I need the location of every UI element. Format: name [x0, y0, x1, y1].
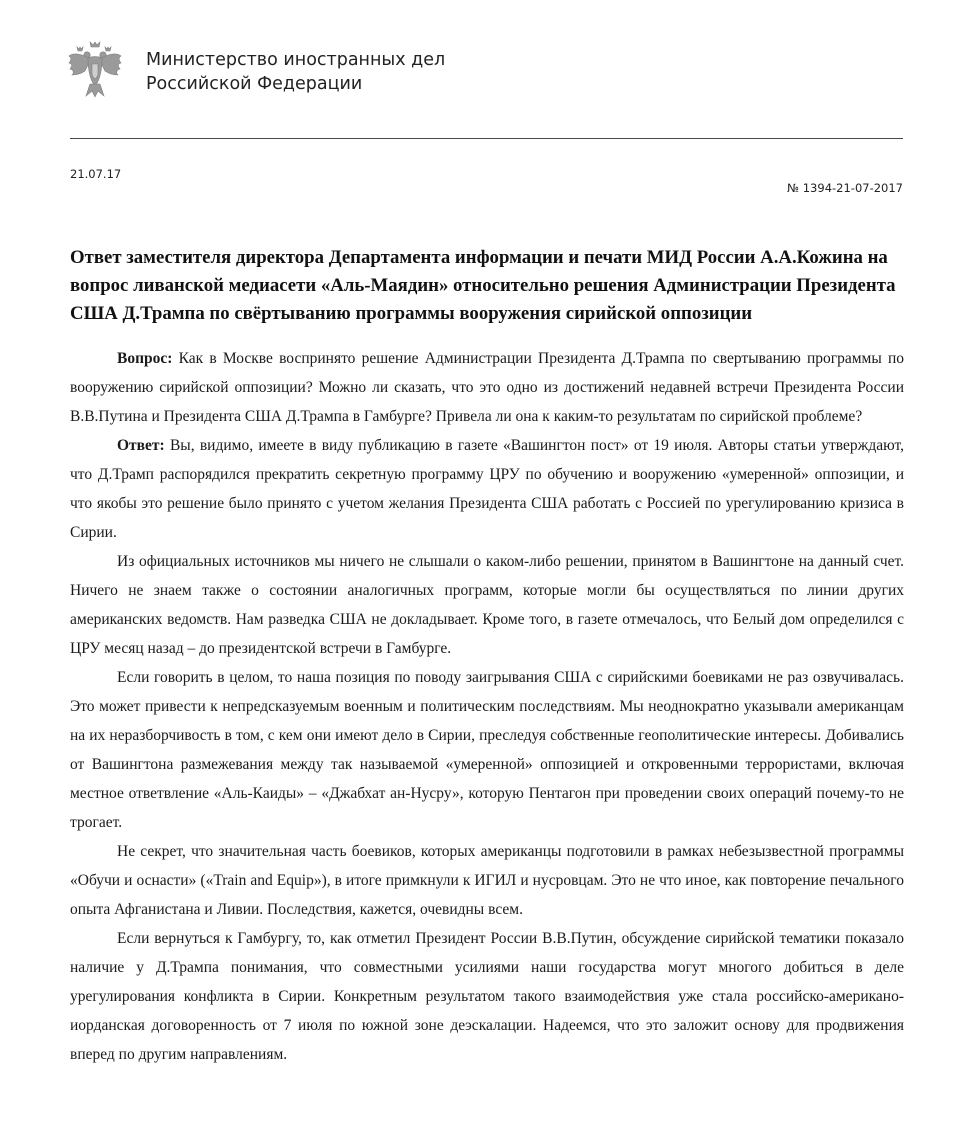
coat-of-arms-icon: [68, 40, 122, 98]
ministry-name-line1: Министерство иностранных дел: [146, 50, 446, 70]
paragraph-5: Не секрет, что значительная часть боевиков, которых американцы подготовили в рамках небезызвестной программы «Обучи и оснасти» («Train and Equip»), в итоге примкнули к ИГИЛ и нусровцам. Это не что иное, как повторение печального опыта Афганистана и Ливии. Последствия, кажется, очевидны всем.: [70, 843, 904, 918]
paragraph-3: Из официальных источников мы ничего не слышали о каком-либо решении, принятом в Вашингтоне на данный счет. Ничего не знаем также о состоянии аналогичных программ, которые могли бы осуществляться по линии других американских ведомств. Нам разведка США не докладывает. Кроме того, в газете отмечалось, что Белый дом определился с ЦРУ месяц назад – до президентской встречи в Гамбурге.: [70, 553, 904, 657]
document-body: [70, 344, 904, 1069]
answer-paragraph: [70, 431, 904, 547]
question-label: Вопрос:: [117, 350, 173, 367]
answer-text: Вы, видимо, имеете в виду публикацию в газете «Вашингтон пост» от 19 июля. Авторы статьи утверждают, что Д.Трамп распорядился прекратить секретную программу ЦРУ по обучению и вооружению «умеренной» оппозиции, и что якобы это решение было принято с учетом желания Президента США работать с Россией по урегулированию кризиса в Сирии.: [70, 437, 904, 541]
document-number: № 1394-21-07-2017: [787, 181, 903, 195]
document-date: 21.07.17: [70, 167, 122, 181]
answer-label: Ответ:: [117, 437, 165, 454]
paragraph-6: Если вернуться к Гамбургу, то, как отметил Президент России В.В.Путин, обсуждение сирийской тематики показало наличие у Д.Трампа понимания, что совместными усилиями наши государства могут многого добиться в деле урегулирования конфликта в Сирии. Конкретным результатом такого взаимодействия уже стала российско-американо-иорданская договоренность от 7 июля по южной зоне деэскалации. Надеемся, что это заложит основу для продвижения вперед по другим направлениям.: [70, 930, 904, 1063]
question-text: Как в Москве воспринято решение Администрации Президента Д.Трампа по свертыванию программы по вооружению сирийской оппозиции? Можно ли сказать, что это одно из достижений недавней встречи Президента России В.В.Путина и Президента США Д.Трампа в Гамбурге? Привела ли она к каким-то результатам по сирийской проблеме?: [70, 350, 904, 425]
page-title: Ответ заместителя директора Департамента информации и печати МИД России А.А.Кожина на вопрос ливанской медиасети «Аль-Маядин» относительно решения Администрации Президента США Д.Трампа по свёртыванию программы вооружения сирийской оппозиции: [70, 247, 896, 324]
ministry-name-line2: Российской Федерации: [146, 74, 363, 94]
paragraph-4: Если говорить в целом, то наша позиция по поводу заигрывания США с сирийскими боевиками не раз озвучивалась. Это может привести к непредсказуемым военным и политическим последствиям. Мы неоднократно указывали американцам на их неразборчивость в том, с кем они имеют дело в Сирии, преследуя собственные геополитические интересы. Добивались от Вашингтона размежевания между так называемой «умеренной» оппозицией и откровенными террористами, включая местное ответвление «Аль-Каиды» – «Джабхат ан-Нусру», которую Пентагон при проведении своих операций почему-то не трогает.: [70, 669, 904, 831]
question-paragraph: [70, 344, 904, 431]
ministry-name: [146, 48, 445, 96]
header-divider: [70, 138, 903, 139]
